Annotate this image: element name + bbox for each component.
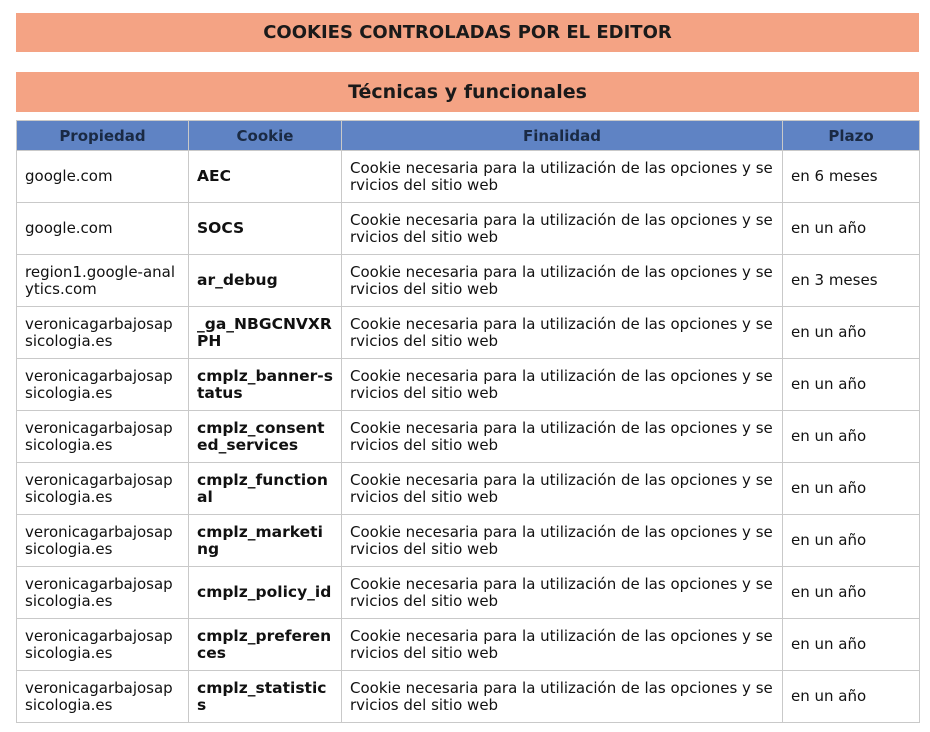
cookie-name-cell: cmplz_functional [189, 463, 342, 515]
purpose-cell: Cookie necesaria para la utilización de las opciones y servicios del sitio web [342, 567, 783, 619]
table-row [17, 359, 920, 411]
term-cell: en 6 meses [783, 151, 920, 203]
cookie-name-cell: AEC [189, 151, 342, 203]
table-row [17, 255, 920, 307]
term-cell: en un año [783, 307, 920, 359]
property-cell: veronicagarbajosapsicologia.es [17, 567, 189, 619]
table-row [17, 307, 920, 359]
table-row [17, 619, 920, 671]
table-row [17, 671, 920, 723]
table-row [17, 463, 920, 515]
purpose-cell: Cookie necesaria para la utilización de las opciones y servicios del sitio web [342, 463, 783, 515]
property-cell: veronicagarbajosapsicologia.es [17, 411, 189, 463]
purpose-cell: Cookie necesaria para la utilización de las opciones y servicios del sitio web [342, 411, 783, 463]
purpose-cell: Cookie necesaria para la utilización de las opciones y servicios del sitio web [342, 151, 783, 203]
term-cell: en un año [783, 619, 920, 671]
purpose-cell: Cookie necesaria para la utilización de las opciones y servicios del sitio web [342, 619, 783, 671]
purpose-cell: Cookie necesaria para la utilización de las opciones y servicios del sitio web [342, 515, 783, 567]
property-cell: veronicagarbajosapsicologia.es [17, 463, 189, 515]
editor-cookies-title: COOKIES CONTROLADAS POR EL EDITOR [16, 13, 919, 52]
cookie-name-cell: cmplz_statistics [189, 671, 342, 723]
property-cell: veronicagarbajosapsicologia.es [17, 515, 189, 567]
column-header-term: Plazo [783, 121, 920, 151]
cookie-name-cell: cmplz_policy_id [189, 567, 342, 619]
table-header-row [17, 121, 920, 151]
cookie-name-cell: cmplz_marketing [189, 515, 342, 567]
purpose-cell: Cookie necesaria para la utilización de las opciones y servicios del sitio web [342, 255, 783, 307]
property-cell: google.com [17, 203, 189, 255]
term-cell: en un año [783, 567, 920, 619]
term-cell: en un año [783, 359, 920, 411]
column-header-purpose: Finalidad [342, 121, 783, 151]
property-cell: veronicagarbajosapsicologia.es [17, 619, 189, 671]
cookie-name-cell: SOCS [189, 203, 342, 255]
term-cell: en un año [783, 203, 920, 255]
term-cell: en un año [783, 411, 920, 463]
term-cell: en un año [783, 515, 920, 567]
term-cell: en un año [783, 671, 920, 723]
purpose-cell: Cookie necesaria para la utilización de las opciones y servicios del sitio web [342, 307, 783, 359]
term-cell: en 3 meses [783, 255, 920, 307]
term-cell: en un año [783, 463, 920, 515]
purpose-cell: Cookie necesaria para la utilización de las opciones y servicios del sitio web [342, 359, 783, 411]
table-row [17, 151, 920, 203]
cookie-name-cell: cmplz_banner-status [189, 359, 342, 411]
cookie-name-cell: ar_debug [189, 255, 342, 307]
table-row [17, 567, 920, 619]
property-cell: veronicagarbajosapsicologia.es [17, 671, 189, 723]
cookie-name-cell: cmplz_preferences [189, 619, 342, 671]
property-cell: region1.google-analytics.com [17, 255, 189, 307]
property-cell: veronicagarbajosapsicologia.es [17, 307, 189, 359]
table-row [17, 515, 920, 567]
purpose-cell: Cookie necesaria para la utilización de las opciones y servicios del sitio web [342, 671, 783, 723]
cookie-name-cell: cmplz_consented_services [189, 411, 342, 463]
column-header-property: Propiedad [17, 121, 189, 151]
column-header-cookie: Cookie [189, 121, 342, 151]
purpose-cell: Cookie necesaria para la utilización de las opciones y servicios del sitio web [342, 203, 783, 255]
cookie-name-cell: _ga_NBGCNVXRPH [189, 307, 342, 359]
table-row [17, 203, 920, 255]
cookies-table [16, 120, 920, 723]
property-cell: google.com [17, 151, 189, 203]
property-cell: veronicagarbajosapsicologia.es [17, 359, 189, 411]
section-title: Técnicas y funcionales [16, 72, 919, 112]
table-row [17, 411, 920, 463]
